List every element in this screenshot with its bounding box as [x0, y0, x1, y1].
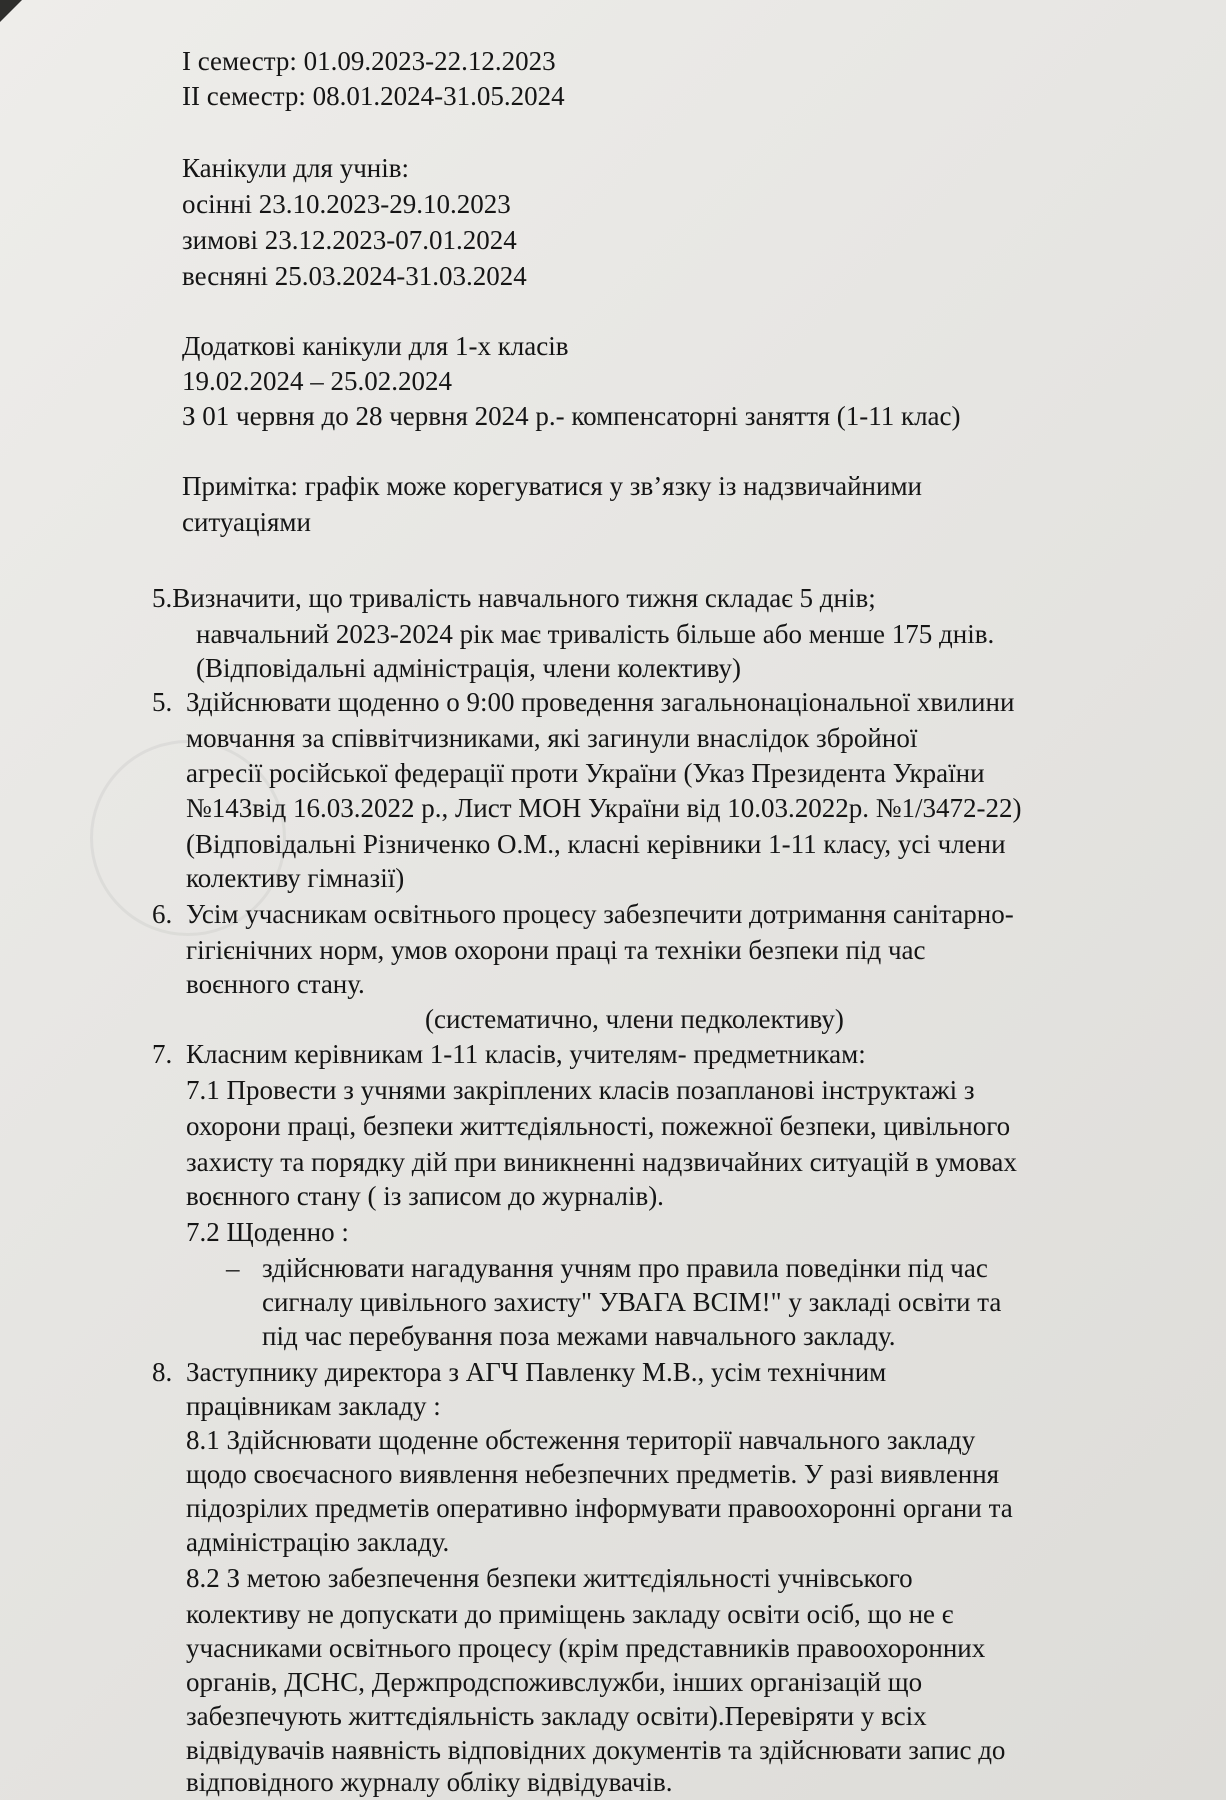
holidays-autumn: осінні 23.10.2023-29.10.2023 [182, 189, 511, 219]
item-8-number: 8. [152, 1357, 173, 1387]
item-8-2-line-3: учасниками освітнього процесу (крім представників правоохоронних [186, 1633, 986, 1663]
item-7-line-1: Класним керівникам 1-11 класів, учителям- предметникам: [186, 1039, 866, 1069]
item-7-2-dash: – [226, 1253, 240, 1283]
compensatory-classes: З 01 червня до 28 червня 2024 р.- компенсаторні заняття (1-11 клас) [182, 401, 961, 431]
item-7-2-bullet-line-1: здійснювати нагадування учням про правила поведінки під час [262, 1253, 988, 1283]
note-line-1: Примітка: графік може корегуватися у зв’язку із надзвичайними [182, 471, 922, 501]
item-8-1-line-1: 8.1 Здійснювати щоденне обстеження території навчального закладу [186, 1425, 976, 1455]
holidays-spring: весняні 25.03.2024-31.03.2024 [182, 261, 527, 291]
item-6-line-3: воєнного стану. [186, 969, 365, 999]
item-8-1-line-3: підозрілих предметів оперативно інформувати правоохоронні органи та [186, 1493, 1013, 1523]
holidays-winter: зимові 23.12.2023-07.01.2024 [182, 225, 517, 255]
item-6-responsible: (систематично, члени педколективу) [425, 1004, 844, 1034]
item-5a-line-1: 5.Визначити, що тривалість навчального тижня складає 5 днів; [152, 583, 876, 613]
item-5b-line-2: мовчання за співвітчизниками, які загинули внаслідок збройної [186, 723, 918, 753]
semester-2: ІІ семестр: 08.01.2024-31.05.2024 [182, 81, 565, 111]
item-7-1-line-1: 7.1 Провести з учнями закріплених класів позапланові інструктажі з [186, 1075, 975, 1105]
item-8-2-line-5: забезпечують життєдіяльність закладу освіти).Перевіряти у всіх [186, 1701, 927, 1731]
semester-1: І семестр: 01.09.2023-22.12.2023 [182, 46, 556, 76]
item-7-2-heading: 7.2 Щоденно : [186, 1217, 349, 1247]
item-8-2-line-6: відвідувачів наявність відповідних документів та здійснювати запис до [186, 1735, 1006, 1765]
item-7-1-line-4: воєнного стану ( із записом до журналів). [186, 1181, 664, 1211]
item-8-line-2: працівникам закладу : [186, 1391, 441, 1421]
item-8-2-line-1: 8.2 З метою забезпечення безпеки життєдіяльності учнівського [186, 1563, 913, 1593]
item-5b-number: 5. [152, 687, 173, 717]
note-line-2: ситуаціями [182, 507, 311, 537]
item-5a-line-2: навчальний 2023-2024 рік має тривалість більше або менше 175 днів. [196, 619, 995, 649]
item-8-1-line-4: адміністрацію закладу. [186, 1527, 450, 1557]
item-8-2-line-7: відповідного журналу обліку відвідувачів. [186, 1767, 673, 1797]
item-5b-line-4: №143від 16.03.2022 р., Лист МОН України від 10.03.2022р. №1/3472-22) [186, 793, 1022, 823]
item-7-2-bullet-line-2: сигналу цивільного захисту" УВАГА ВСІМ!" у закладі освіти та [262, 1287, 1002, 1317]
item-6-line-2: гігієнічних норм, умов охорони праці та техніки безпеки під час [186, 935, 926, 965]
holidays-heading: Канікули для учнів: [182, 153, 409, 183]
item-5b-line-6: колективу гімназії) [186, 863, 405, 893]
extra-holidays-heading: Додаткові канікули для 1-х класів [182, 331, 569, 361]
item-5a-line-3: (Відповідальні адміністрація, члени колективу) [196, 653, 741, 683]
item-5b-line-3: агресії російської федерації проти України (Указ Президента України [186, 758, 985, 788]
item-6-line-1: Усім учасникам освітнього процесу забезпечити дотримання санітарно- [186, 899, 1014, 929]
item-8-line-1: Заступнику директора з АГЧ Павленку М.В., усім технічним [186, 1357, 887, 1387]
item-6-number: 6. [152, 899, 173, 929]
item-8-2-line-4: органів, ДСНС, Держпродспоживслужби, інших організацій що [186, 1667, 923, 1697]
item-8-1-line-2: щодо своєчасного виявлення небезпечних предметів. У разі виявлення [186, 1459, 1000, 1489]
item-7-2-bullet-line-3: під час перебування поза межами навчального закладу. [262, 1321, 896, 1351]
item-8-2-line-2: колективу не допускати до приміщень закладу освіти осіб, що не є [186, 1599, 954, 1629]
item-5b-line-5: (Відповідальні Різниченко О.М., класні керівники 1-11 класу, усі члени [186, 829, 1006, 859]
dark-corner [0, 0, 22, 22]
item-7-number: 7. [152, 1039, 173, 1069]
extra-holidays-dates: 19.02.2024 – 25.02.2024 [182, 366, 452, 396]
item-5b-line-1: Здійснювати щоденно о 9:00 проведення загальнонаціональної хвилини [186, 687, 1015, 717]
item-7-1-line-3: захисту та порядку дій при виникненні надзвичайних ситуацій в умовах [186, 1147, 1017, 1177]
item-7-1-line-2: охорони праці, безпеки життєдіяльності, пожежної безпеки, цивільного [186, 1111, 1011, 1141]
